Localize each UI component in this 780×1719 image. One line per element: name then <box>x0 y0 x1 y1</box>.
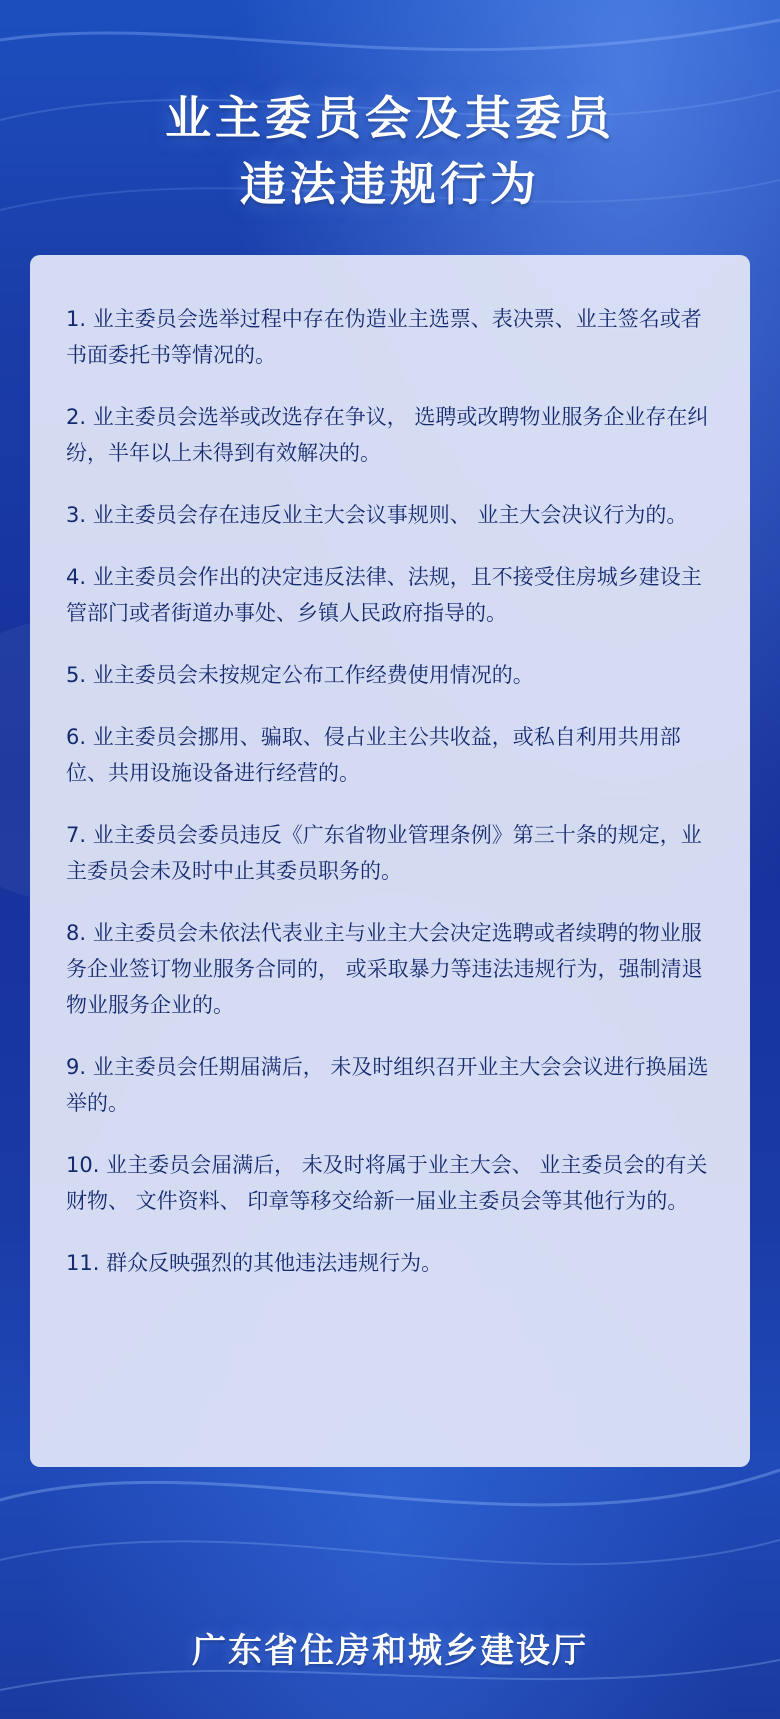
list-item: 2. 业主委员会选举或改选存在争议， 选聘或改聘物业服务企业存在纠纷，半年以上未得到有效解决的。 <box>66 405 709 465</box>
list-item: 5. 业主委员会未按规定公布工作经费使用情况的。 <box>66 663 534 687</box>
list-item: 9. 业主委员会任期届满后， 未及时组织召开业主大会会议进行换届选举的。 <box>66 1055 709 1115</box>
footer-organization: 广东省住房和城乡建设厅 <box>192 1631 588 1671</box>
list-item: 8. 业主委员会未依法代表业主与业主大会决定选聘或者续聘的物业服务企业签订物业服务合同的， 或采取暴力等违法违规行为，强制清退物业服务企业的。 <box>66 921 703 1017</box>
list-item: 7. 业主委员会委员违反《广东省物业管理条例》第三十条的规定，业主委员会未及时中止其委员职务的。 <box>66 823 702 883</box>
title-line-1: 业主委员会及其委员 <box>165 91 615 145</box>
list-item: 3. 业主委员会存在违反业主大会议事规则、 业主大会决议行为的。 <box>66 503 688 527</box>
list-item: 4. 业主委员会作出的决定违反法律、法规，且不接受住房城乡建设主管部门或者街道办事处、乡镇人民政府指导的。 <box>66 565 702 625</box>
list-item: 10. 业主委员会届满后， 未及时将属于业主大会、 业主委员会的有关财物、 文件资料、 印章等移交给新一届业主委员会等其他行为的。 <box>66 1153 708 1213</box>
list-item: 6. 业主委员会挪用、骗取、侵占业主公共收益，或私自利用共用部位、共用设施设备进行经营的。 <box>66 725 681 785</box>
list-item: 11. 群众反映强烈的其他违法违规行为。 <box>66 1251 443 1275</box>
title-line-2: 违法违规行为 <box>240 157 540 211</box>
list-item: 1. 业主委员会选举过程中存在伪造业主选票、表决票、业主签名或者书面委托书等情况的。 <box>66 307 702 367</box>
content-panel <box>30 255 750 1467</box>
